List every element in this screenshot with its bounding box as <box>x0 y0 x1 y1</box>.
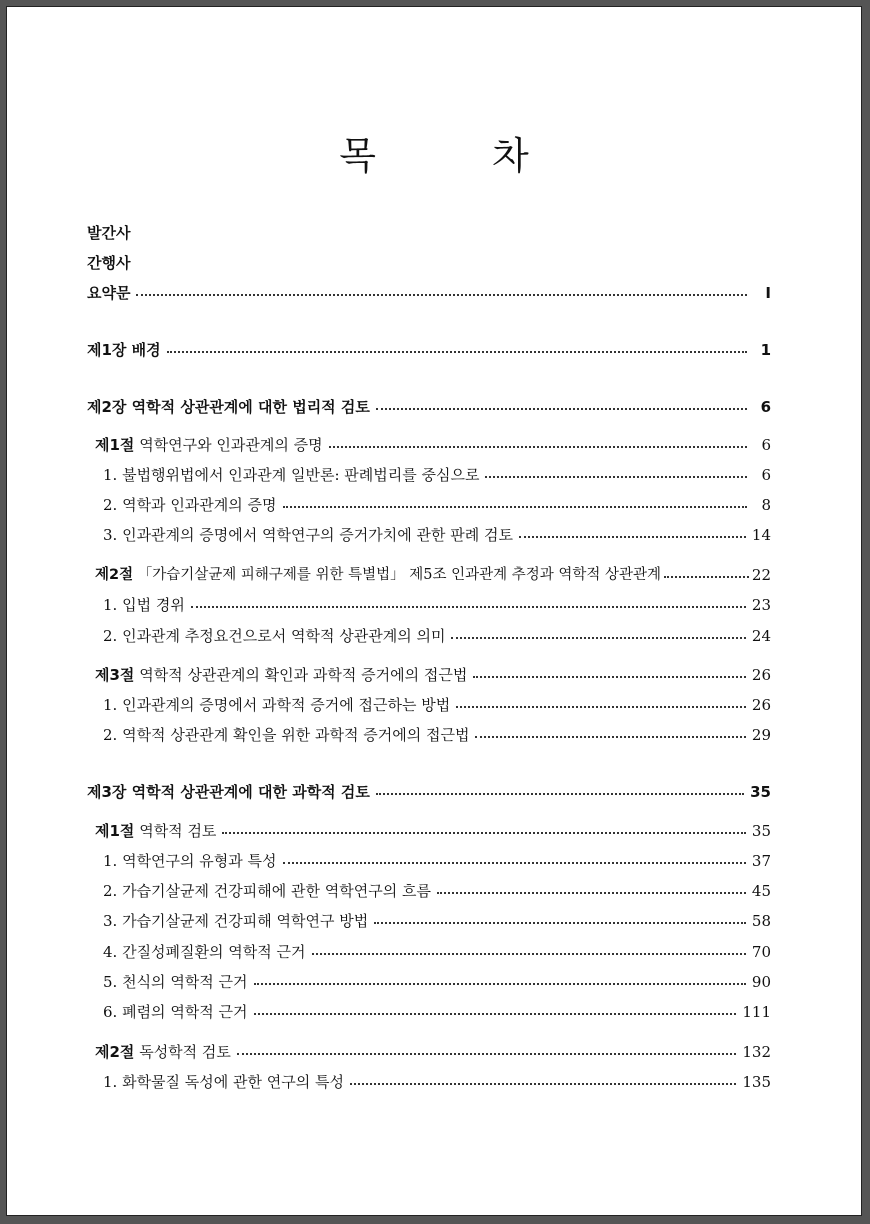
toc-item-label: 2. 역학과 인과관계의 증명 <box>103 496 277 514</box>
toc-entry-page: 35 <box>750 783 771 801</box>
toc-section-label: 독성학적 검토 <box>139 1043 231 1061</box>
dot-leader <box>456 704 746 708</box>
toc-entry-preface[interactable] <box>87 221 771 245</box>
toc-entry-page: I <box>765 284 771 302</box>
toc-item-label: 1. 역학연구의 유형과 특성 <box>103 852 277 870</box>
toc-item-label: 6. 폐렴의 역학적 근거 <box>103 1003 248 1021</box>
toc-entry-page: 6 <box>760 398 771 416</box>
dot-leader <box>167 349 747 353</box>
toc-section-label: 역학적 상관관계의 확인과 과학적 증거에의 접근법 <box>139 666 468 684</box>
toc-entry-page: 24 <box>751 627 771 645</box>
dot-leader <box>283 860 746 864</box>
toc-item-label: 2. 인과관계 추정요건으로서 역학적 상관관계의 의미 <box>103 627 446 645</box>
toc-item[interactable] <box>103 940 771 964</box>
toc-chapter-label: 제1장 배경 <box>87 341 161 359</box>
toc-entry-label: 발간사 <box>87 224 131 242</box>
document-page <box>6 6 862 1216</box>
toc-section-prefix: 제1절 <box>95 822 135 840</box>
toc-section-prefix: 제2절 <box>95 567 134 583</box>
dot-leader <box>519 534 746 538</box>
toc-item-label: 1. 불법행위법에서 인과관계 일반론: 판례법리를 중심으로 <box>103 466 480 484</box>
toc-entry-page: 111 <box>742 1003 771 1021</box>
toc-section-label: 역학연구와 인과관계의 증명 <box>139 436 323 454</box>
page-title: 목 차 <box>339 134 581 178</box>
toc-item-label: 4. 간질성폐질환의 역학적 근거 <box>103 943 306 961</box>
toc-item[interactable] <box>103 624 771 648</box>
dot-leader <box>237 1051 736 1055</box>
dot-leader <box>485 474 747 478</box>
toc-item[interactable] <box>103 463 771 487</box>
dot-leader <box>376 406 747 410</box>
toc-section[interactable] <box>95 819 771 843</box>
toc-entry-page: 14 <box>751 526 771 544</box>
dot-leader <box>191 604 746 608</box>
toc-entry-page: 132 <box>742 1043 771 1061</box>
dot-leader <box>254 1011 737 1015</box>
toc-item[interactable] <box>103 723 771 747</box>
toc-chapter-1[interactable] <box>87 338 771 362</box>
toc-entry-page: 22 <box>751 566 771 584</box>
toc-section-prefix: 제3절 <box>95 666 135 684</box>
toc-entry-page: 6 <box>761 466 771 484</box>
toc-section-label: 「가습기살균제 피해구제를 위한 특별법」 제5조 인과관계 추정과 역학적 상관관계 <box>137 567 662 583</box>
toc-item-label: 1. 인과관계의 증명에서 과학적 증거에 접근하는 방법 <box>103 696 451 714</box>
dot-leader <box>254 981 746 985</box>
toc-item[interactable] <box>103 523 771 547</box>
toc-entry-summary[interactable] <box>87 281 771 305</box>
dot-leader <box>329 444 747 448</box>
toc-item-label: 5. 천식의 역학적 근거 <box>103 973 248 991</box>
dot-leader <box>437 890 746 894</box>
toc-section[interactable] <box>95 663 771 687</box>
toc-entry-page: 35 <box>751 822 771 840</box>
toc-entry-page: 6 <box>761 436 771 454</box>
toc-entry-page: 29 <box>751 726 771 744</box>
toc-chapter-3[interactable] <box>87 780 771 804</box>
dot-leader <box>222 830 745 834</box>
toc-entry-page: 1 <box>760 341 771 359</box>
toc-entry-foreword[interactable] <box>87 251 771 275</box>
toc-chapter-label: 제3장 역학적 상관관계에 대한 과학적 검토 <box>87 783 370 801</box>
toc-item[interactable] <box>103 493 771 517</box>
dot-leader <box>312 951 746 955</box>
toc-item-label: 3. 가습기살균제 건강피해 역학연구 방법 <box>103 912 369 930</box>
toc-item[interactable] <box>103 1000 771 1024</box>
dot-leader <box>473 674 746 678</box>
toc-item-label: 1. 입법 경위 <box>103 596 185 614</box>
toc-entry-page: 58 <box>751 912 771 930</box>
toc-entry-label: 간행사 <box>87 254 131 272</box>
toc-chapter-label: 제2장 역학적 상관관계에 대한 법리적 검토 <box>87 398 370 416</box>
dot-leader <box>350 1081 736 1085</box>
toc-entry-page: 90 <box>751 973 771 991</box>
dot-leader <box>451 635 745 639</box>
toc-entry-page: 45 <box>751 882 771 900</box>
toc-item-label: 1. 화학물질 독성에 관한 연구의 특성 <box>103 1073 345 1091</box>
toc-entry-label: 요약문 <box>87 284 131 302</box>
toc-section[interactable] <box>95 563 771 587</box>
toc-item-label: 3. 인과관계의 증명에서 역학연구의 증거가치에 관한 판례 검토 <box>103 526 513 544</box>
toc-item[interactable] <box>103 909 771 933</box>
dot-leader <box>376 791 744 795</box>
toc-chapter-2[interactable] <box>87 395 771 419</box>
toc-entry-page: 26 <box>751 696 771 714</box>
toc-item[interactable] <box>103 970 771 994</box>
toc-entry-page: 70 <box>751 943 771 961</box>
toc-entry-page: 26 <box>751 666 771 684</box>
toc-item[interactable] <box>103 593 771 617</box>
toc-section[interactable] <box>95 1040 771 1064</box>
toc-item[interactable] <box>103 693 771 717</box>
toc-entry-page: 37 <box>751 852 771 870</box>
dot-leader <box>136 292 747 296</box>
toc-entry-page: 23 <box>751 596 771 614</box>
dot-leader <box>283 504 747 508</box>
dot-leader <box>664 574 749 578</box>
toc-item-label: 2. 가습기살균제 건강피해에 관한 역학연구의 흐름 <box>103 882 431 900</box>
toc-item[interactable] <box>103 849 771 873</box>
toc-entry-page: 8 <box>761 496 771 514</box>
toc-section-prefix: 제1절 <box>95 436 135 454</box>
toc-entry-page: 135 <box>742 1073 771 1091</box>
toc-item-label: 2. 역학적 상관관계 확인을 위한 과학적 증거에의 접근법 <box>103 726 470 744</box>
dot-leader <box>374 920 746 924</box>
toc-section-prefix: 제2절 <box>95 1043 135 1061</box>
toc-item[interactable] <box>103 879 771 903</box>
dot-leader <box>475 734 745 738</box>
toc-item[interactable] <box>103 1070 771 1094</box>
toc-section[interactable] <box>95 433 771 457</box>
toc-section-label: 역학적 검토 <box>139 822 217 840</box>
